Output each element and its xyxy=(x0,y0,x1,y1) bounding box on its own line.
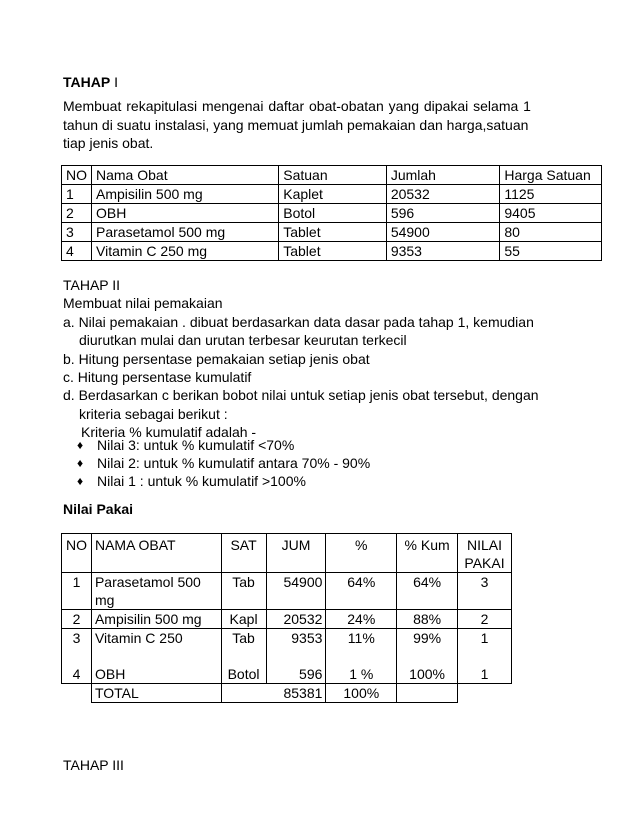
table-cell: Tablet xyxy=(279,242,387,261)
tahap2-item-d: d. Berdasarkan c berikan bobot nilai untuk setiap jenis obat tersebut, dengan xyxy=(63,387,539,403)
col-header: NAMA OBAT xyxy=(91,534,221,573)
cell-line: 99% xyxy=(413,630,442,646)
table-header-row xyxy=(62,166,602,185)
tahap2-item-c: c. Hitung persentase kumulatif xyxy=(63,369,252,385)
tahap1-desc-line2: tahun di suatu instalasi, yang memuat jumlah pemakaian dan harga,satuan xyxy=(63,117,529,133)
nilai-pakai-title-text: Nilai Pakai xyxy=(63,501,134,517)
tahap3-title: TAHAP III xyxy=(63,757,124,773)
table-cell-empty xyxy=(62,684,92,703)
table-row xyxy=(62,242,602,261)
cell-line: 1 xyxy=(480,630,489,646)
cell-spacer xyxy=(65,647,88,665)
tahap1-title xyxy=(63,73,118,91)
col-header: Satuan xyxy=(279,166,387,185)
tahap2-item-a: a. Nilai pemakaian . dibuat berdasarkan data dasar pada tahap 1, kemudian xyxy=(63,314,534,330)
kriteria-nilai-1: Nilai 1 : untuk % kumulatif >100% xyxy=(97,473,306,489)
cell-spacer xyxy=(461,647,508,665)
tahap2-item-b: b. Hitung persentase pemakaian setiap jenis obat xyxy=(63,351,370,367)
table-cell: Parasetamol 500 mg xyxy=(92,223,279,242)
tahap1-title-bold: TAHAP xyxy=(63,74,111,90)
table-cell xyxy=(91,629,221,684)
table-row xyxy=(62,223,602,242)
table-cell: 4 xyxy=(62,242,92,261)
table-cell: 1 xyxy=(62,573,92,610)
cell-line: Botol xyxy=(227,666,260,682)
table-cell xyxy=(266,629,326,684)
cell-line: 1 xyxy=(480,666,489,682)
col-header: Harga Satuan xyxy=(500,166,602,185)
table-cell: Ampisilin 500 mg xyxy=(91,610,221,629)
tahap1-title-rest: I xyxy=(110,74,118,90)
cell-line: 596 xyxy=(299,666,323,682)
table-total-row xyxy=(62,684,512,703)
table-cell: 20532 xyxy=(386,185,500,204)
table-cell: 3 xyxy=(62,223,92,242)
col-header: % xyxy=(326,534,397,573)
tahap2-item-a-cont: diurutkan mulai dan urutan terbesar keurutan terkecil xyxy=(79,332,407,348)
cell-line: 9353 xyxy=(291,630,323,646)
col-header-nilai-pakai xyxy=(458,534,512,573)
table-cell: Tablet xyxy=(279,223,387,242)
table-cell xyxy=(397,629,458,684)
nilai-pakai-title xyxy=(63,500,133,518)
table-cell: 2 xyxy=(62,204,92,223)
cell-line: Tab xyxy=(232,630,255,646)
col-header: Jumlah xyxy=(386,166,500,185)
diamond-bullet-icon: ♦ xyxy=(77,456,84,470)
table-row xyxy=(62,573,512,610)
cell-line: 3 xyxy=(72,630,81,646)
cell-line: 100% xyxy=(409,666,445,682)
table-cell: 9353 xyxy=(386,242,500,261)
table-cell xyxy=(326,629,397,684)
table-cell: 64% xyxy=(326,573,397,610)
table-cell: 2 xyxy=(458,610,512,629)
table-cell xyxy=(62,629,92,684)
cell-spacer xyxy=(270,647,323,665)
kriteria-nilai-2: Nilai 2: untuk % kumulatif antara 70% - 90% xyxy=(97,455,371,471)
total-pct: 100% xyxy=(326,684,397,703)
cell-line: Parasetamol 500 xyxy=(94,574,201,590)
table-row xyxy=(62,610,512,629)
table-cell: Tab xyxy=(221,573,266,610)
table-cell: Botol xyxy=(279,204,387,223)
cell-spacer xyxy=(225,647,263,665)
table-cell: OBH xyxy=(92,204,279,223)
table-cell: 20532 xyxy=(266,610,326,629)
table-cell: 596 xyxy=(386,204,500,223)
tahap2-subtitle: Membuat nilai pemakaian xyxy=(63,295,223,311)
table-cell: Vitamin C 250 mg xyxy=(92,242,279,261)
cell-spacer xyxy=(95,647,218,665)
kriteria-nilai-3: Nilai 3: untuk % kumulatif <70% xyxy=(97,437,295,453)
table-cell: 64% xyxy=(397,573,458,610)
table-cell: 1 xyxy=(62,185,92,204)
table-cell: Kaplet xyxy=(279,185,387,204)
table-header-row xyxy=(62,534,512,573)
cell-line: 4 xyxy=(72,666,81,682)
cell-line: Vitamin C 250 xyxy=(94,630,183,646)
col-header: Nama Obat xyxy=(92,166,279,185)
table-cell: 3 xyxy=(458,573,512,610)
table-cell: Kapl xyxy=(221,610,266,629)
table-row xyxy=(62,204,602,223)
table-cell: 88% xyxy=(397,610,458,629)
table-cell: 54900 xyxy=(386,223,500,242)
tahap1-desc-line3: tiap jenis obat. xyxy=(63,135,154,151)
table-cell: 1125 xyxy=(500,185,602,204)
total-jum: 85381 xyxy=(221,684,326,703)
table-row-merged xyxy=(62,629,512,684)
tahap2-item-d-cont: kriteria sebagai berikut : xyxy=(79,406,228,422)
cell-line: 1 % xyxy=(349,666,374,682)
table-cell: 55 xyxy=(500,242,602,261)
col-header: SAT xyxy=(221,534,266,573)
nilai-pakai-table xyxy=(61,533,512,703)
col-header: % Kum xyxy=(397,534,458,573)
cell-line: mg xyxy=(94,592,115,608)
cell-spacer xyxy=(329,647,393,665)
total-label: TOTAL xyxy=(91,684,221,703)
kriteria-label: Kriteria % kumulatif adalah - xyxy=(81,424,257,440)
table-cell: 9405 xyxy=(500,204,602,223)
col-header-line: PAKAI xyxy=(464,555,505,571)
table-row xyxy=(62,185,602,204)
table-cell: Ampisilin 500 mg xyxy=(92,185,279,204)
table-cell: 2 xyxy=(62,610,92,629)
tahap1-desc-line1: Membuat rekapitulasi mengenai daftar obat-obatan yang dipakai selama 1 xyxy=(63,98,531,114)
table-cell: 24% xyxy=(326,610,397,629)
table-cell xyxy=(458,629,512,684)
col-header: NO xyxy=(62,534,92,573)
diamond-bullet-icon: ♦ xyxy=(77,474,84,488)
table-cell: 80 xyxy=(500,223,602,242)
diamond-bullet-icon: ♦ xyxy=(77,438,84,452)
col-header: JUM xyxy=(266,534,326,573)
col-header-line: NILAI xyxy=(466,537,502,553)
table-cell-empty xyxy=(397,684,458,703)
cell-line: OBH xyxy=(94,666,126,682)
table-cell-empty xyxy=(458,684,512,703)
obat-table xyxy=(61,165,602,261)
tahap2-title: TAHAP II xyxy=(63,277,121,293)
col-header: NO xyxy=(62,166,92,185)
table-cell: 54900 xyxy=(266,573,326,610)
cell-spacer xyxy=(400,647,454,665)
cell-line: 11% xyxy=(347,630,375,646)
table-cell xyxy=(221,629,266,684)
table-cell xyxy=(91,573,221,610)
